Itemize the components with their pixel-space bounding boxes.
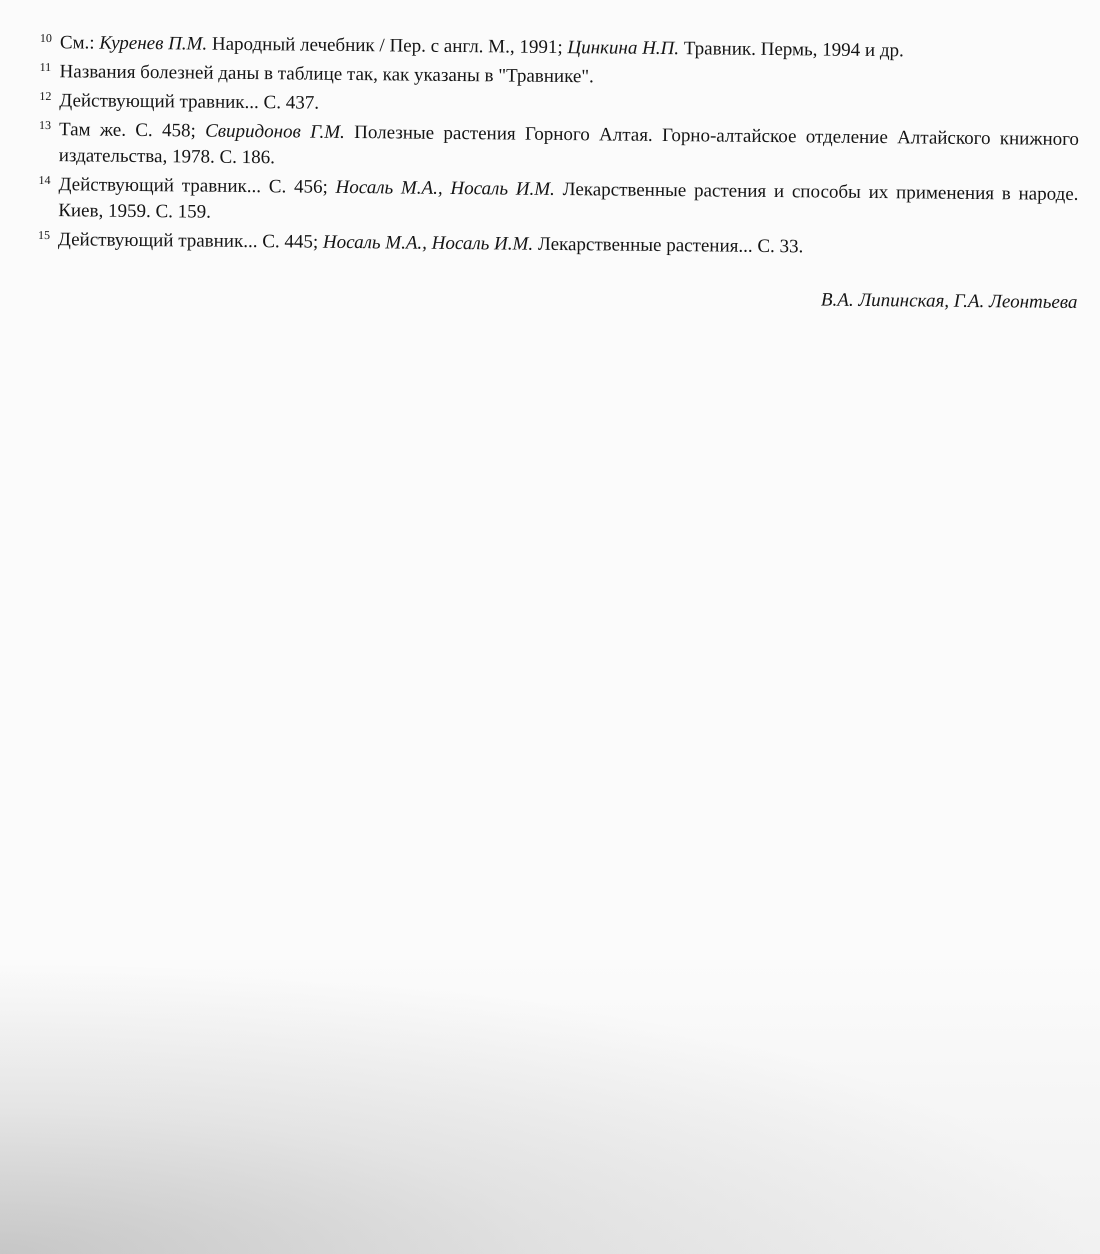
footnote-13 [39, 117, 1079, 179]
footnote-number: 11 [39, 59, 52, 75]
footnote-author: Свиридонов Г.М. [205, 120, 345, 143]
footnote-text: Действующий травник... С. 456; [58, 174, 336, 198]
footnote-text: Полезные растения Горного Алтая. Горно-алтайское отделение Алтайского книжного издательства, 1978. С. 186. [58, 121, 1080, 169]
footnote-number: 12 [39, 88, 52, 104]
footnote-author: Куренев П.М. [99, 32, 208, 55]
footnote-author: Носаль М.А., Носаль И.М. [322, 231, 534, 255]
footnote-text: Действующий травник... С. 437. [59, 90, 320, 114]
footnote-number: 13 [39, 117, 52, 133]
article-authors: В.А. Липинская, Г.А. Леонтьева [821, 289, 1078, 313]
footnote-number: 10 [39, 30, 52, 46]
footnote-text: См.: [59, 32, 100, 54]
footnote-text: Там же. С. 458; [58, 119, 206, 142]
footnote-text: Действующий травник... С. 445; [57, 229, 324, 253]
footnote-number: 14 [38, 172, 51, 188]
footnote-text: Лекарственные растения... С. 33. [533, 233, 804, 258]
footnote-14 [38, 172, 1078, 234]
footnote-text: Народный лечебник / Пер. с англ. М., 1991; [207, 33, 568, 59]
footnote-author: Цинкина Н.П. [567, 37, 680, 60]
footnote-author: Носаль М.А., Носаль И.М. [335, 176, 555, 200]
footnotes-list [38, 30, 1080, 266]
scan-shadow [0, 960, 1100, 1254]
footnote-text: Названия болезней даны в таблице так, как указаны в "Травнике". [59, 61, 594, 88]
footnote-text: Лекарственные растения и способы их применения в народе. Киев, 1959. С. 159. [58, 178, 1079, 223]
footnote-text: Травник. Пермь, 1994 и др. [678, 38, 904, 62]
footnote-number: 15 [37, 227, 51, 243]
